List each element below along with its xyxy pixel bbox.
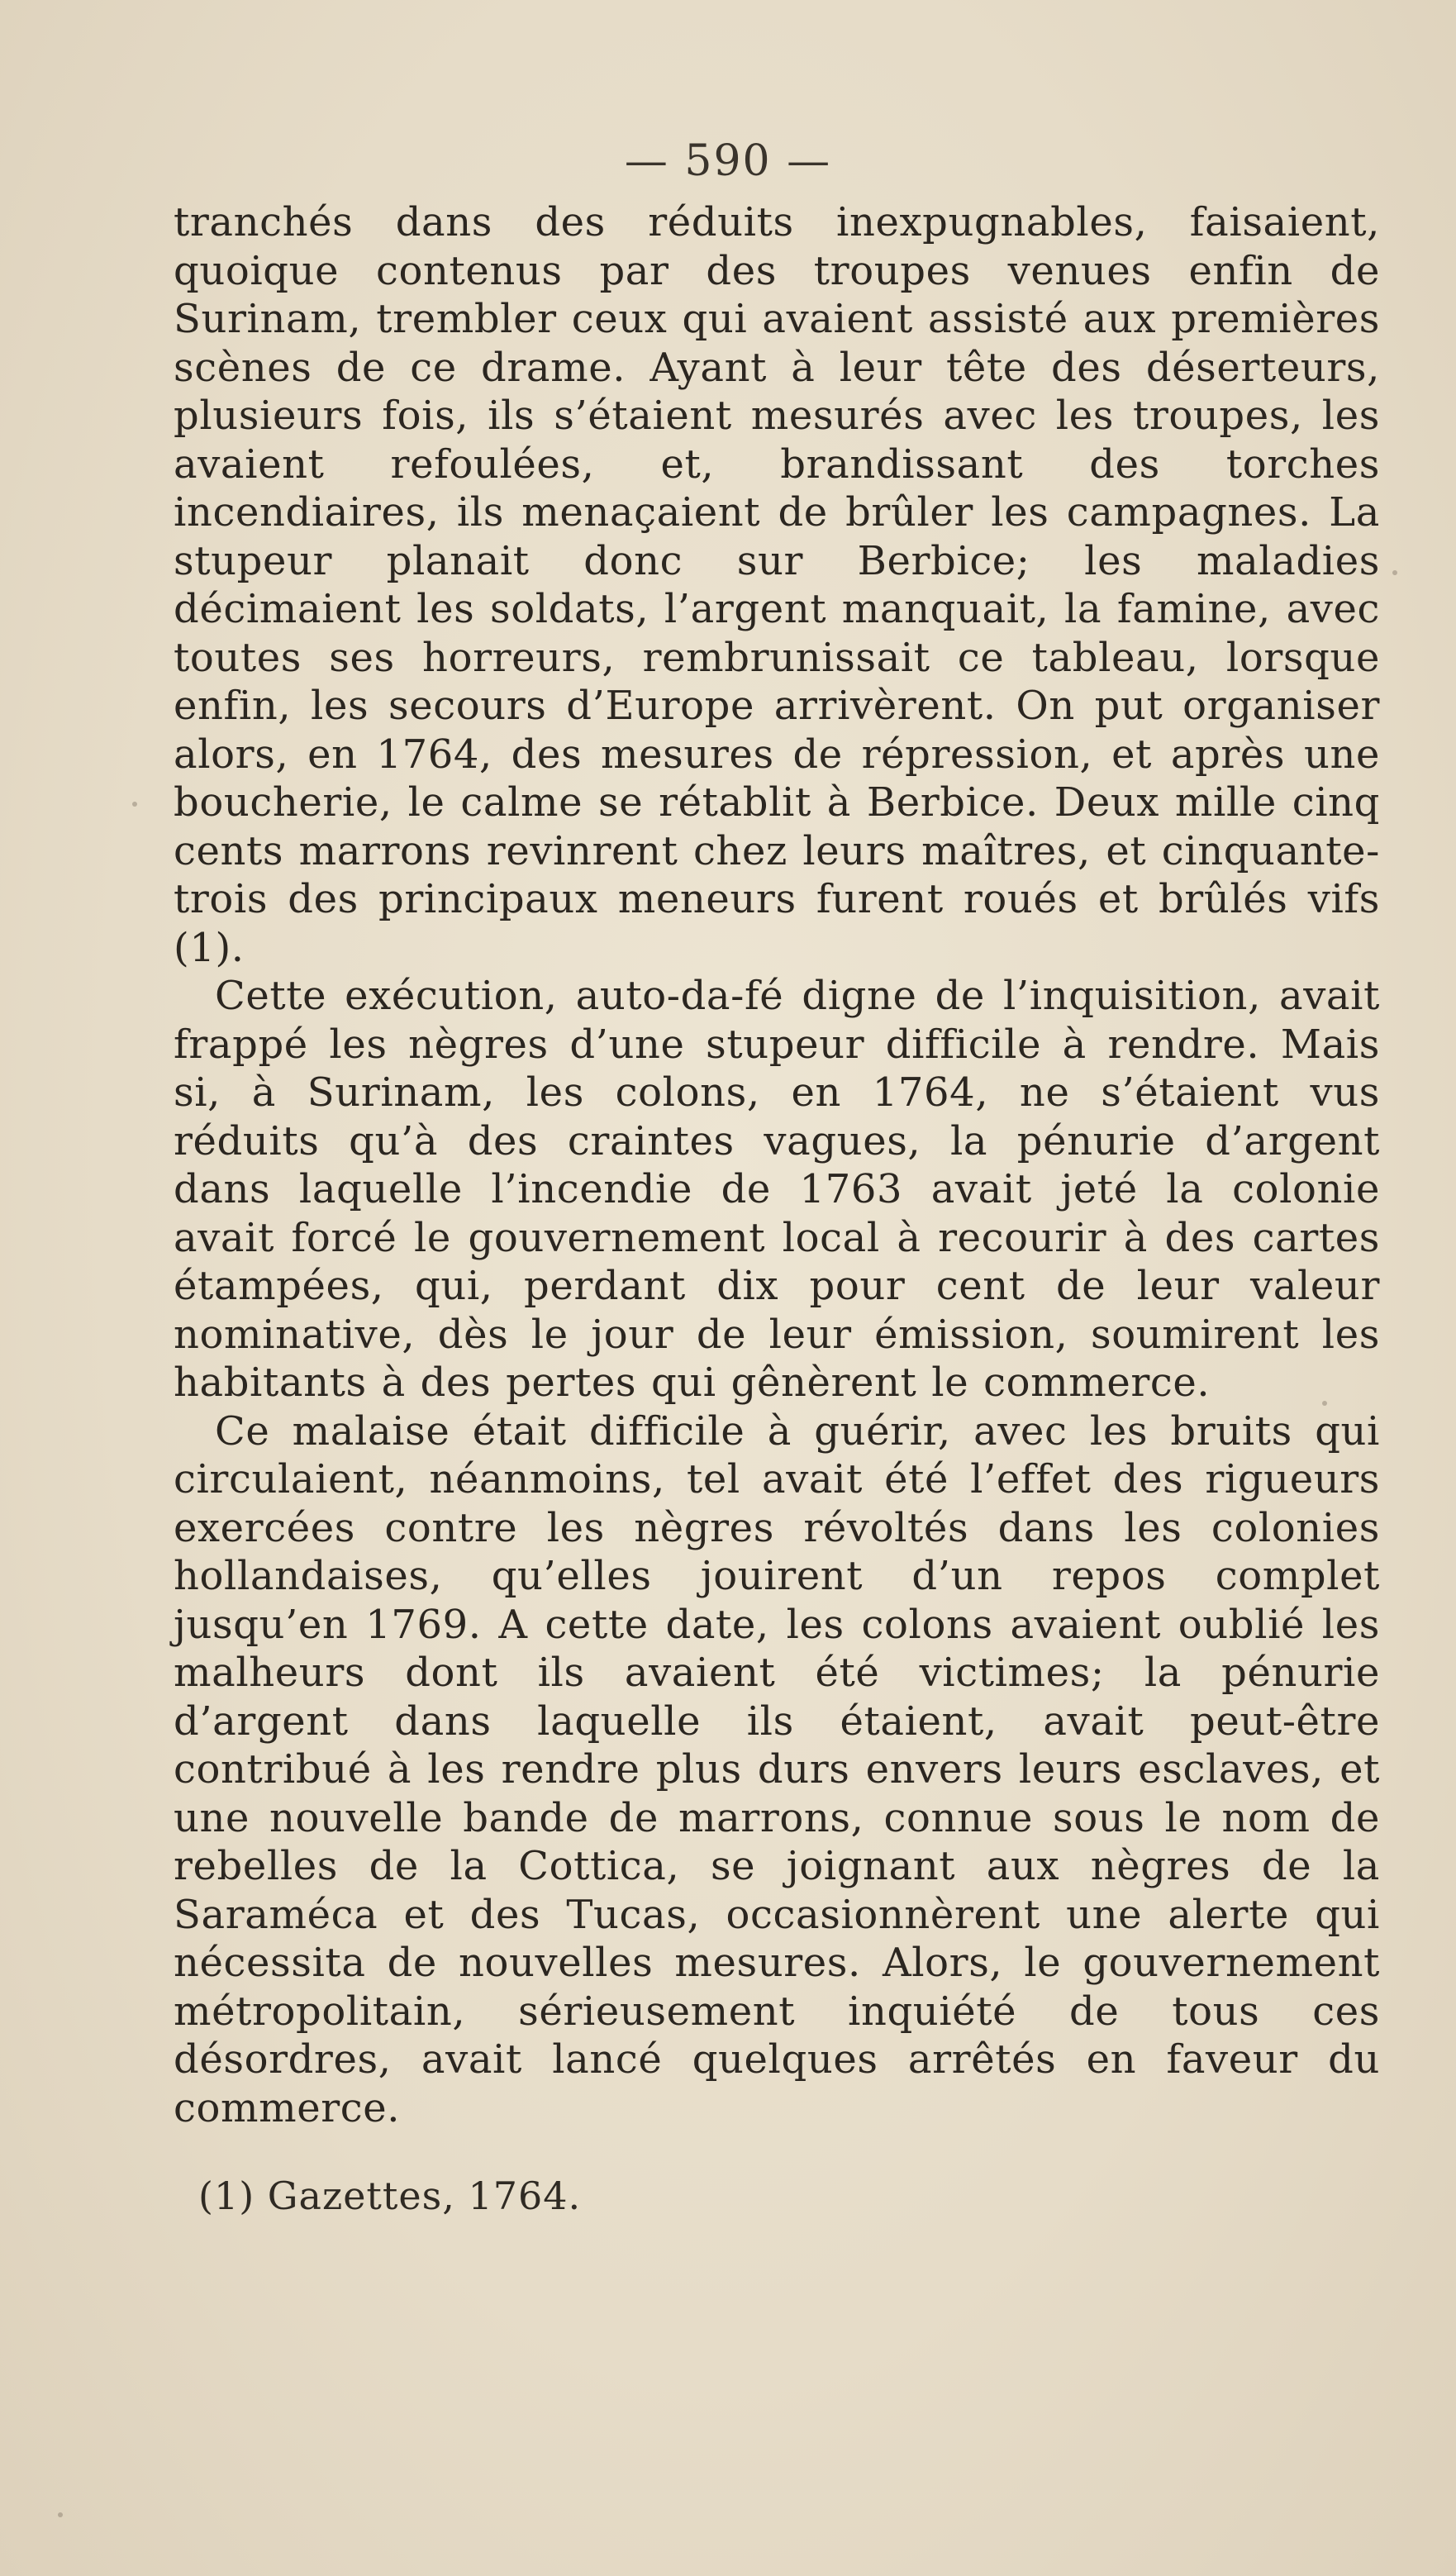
page-number: — 590 — <box>624 136 832 186</box>
paper-speck <box>1392 570 1397 575</box>
paragraph-3: Ce malaise était difficile à guérir, avec les bruits qui circulaient, néanmoins, tel avait été l’effet des rigueurs exercées contre les nègres révoltés dans les colonies hollandaises, qu’elles jouirent d’un repos complet jusqu’en 1769. A cette date, les colons avaient oublié les malheurs dont ils avaient été victimes; la pénurie d’argent dans laquelle ils étaient, avait peut-être contribué à les rendre plus durs envers leurs esclaves, et une nouvelle bande de marrons, connue sous le nom de rebelles de la Cottica, se joignant aux nègres de la Saraméca et des Tucas, occasionnèrent une alerte qui nécessita de nouvelles mesures. Alors, le gouvernement métropolitain, sérieusement inquiété de tous ces désordres, avait lancé quelques arrêtés en faveur du commerce. <box>174 1407 1380 2131</box>
paragraph-2: Cette exécution, auto-da-fé digne de l’inquisition, avait frappé les nègres d’une stupeur difficile à rendre. Mais si, à Surinam, les colons, en 1764, ne s’étaient vus réduits qu’à des craintes vagues, la pénurie d’argent dans laquelle l’incendie de 1763 avait jeté la colonie avait forcé le gouvernement local à recourir à des cartes étampées, qui, perdant dix pour cent de leur valeur nominative, dès le jour de leur émission, soumirent les habitants à des pertes qui gênèrent le commerce. <box>174 973 1380 1406</box>
footnote: (1) Gazettes, 1764. <box>198 2174 582 2218</box>
paragraph-1: tranchés dans des réduits inexpugnables, faisaient, quoique contenus par des troupes venues enfin de Surinam, trembler ceux qui avaient assisté aux premières scènes de ce drame. Ayant à leur tête des déserteurs, plusieurs fois, ils s’étaient mesurés avec les troupes, les avaient refoulées, et, brandissant des torches incendiaires, ils menaçaient de brûler les campagnes. La stupeur planait donc sur Berbice; les maladies décimaient les soldats, l’argent manquait, la famine, avec toutes ses horreurs, rembrunissait ce tableau, lorsque enfin, les secours d’Europe arrivèrent. On put organiser alors, en 1764, des mesures de répression, et après une boucherie, le calme se rétablit à Berbice. Deux mille cinq cents marrons revinrent chez leurs maîtres, et cinquante-trois des principaux meneurs furent roués et brûlés vifs (1). <box>174 199 1380 971</box>
body-text <box>174 198 1380 2132</box>
paper-speck <box>1322 1401 1327 1406</box>
paper-speck <box>58 2512 63 2517</box>
paper-speck <box>132 802 137 807</box>
